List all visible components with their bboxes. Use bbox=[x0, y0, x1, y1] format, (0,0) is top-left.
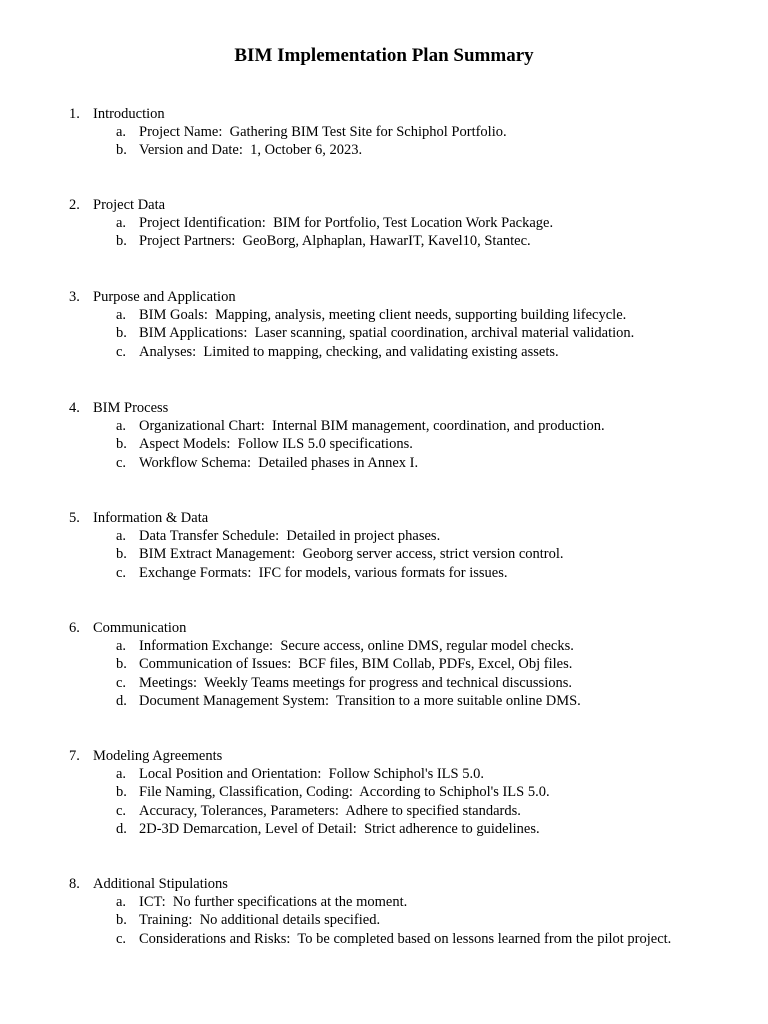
section-title: Information & Data bbox=[93, 510, 209, 526]
section-number: 7. bbox=[69, 748, 80, 764]
item-letter: b. bbox=[116, 912, 127, 929]
item-letter: c. bbox=[116, 343, 127, 360]
item-letter: a. bbox=[116, 307, 127, 323]
item-letter: b. bbox=[116, 784, 127, 801]
item-letter: a. bbox=[116, 528, 127, 544]
item-letter: b. bbox=[116, 436, 127, 453]
item-letter: b. bbox=[116, 546, 127, 563]
item-letter: a. bbox=[116, 215, 127, 231]
list-item bbox=[0, 214, 768, 232]
item-text: Communication of Issues: BCF files, BIM Collab, PDFs, Excel, Obj files. bbox=[139, 656, 573, 673]
item-text: Organizational Chart: Internal BIM management, coordination, and production. bbox=[139, 418, 605, 434]
item-letter: a. bbox=[116, 894, 127, 910]
section-introduction bbox=[0, 105, 768, 160]
item-letter: b. bbox=[116, 325, 127, 342]
section-project-data bbox=[0, 196, 768, 251]
section-heading bbox=[0, 105, 768, 123]
section-heading bbox=[0, 196, 768, 214]
section-heading bbox=[0, 875, 768, 893]
section-information-and-data bbox=[0, 509, 768, 582]
section-title: Additional Stipulations bbox=[93, 876, 228, 892]
item-letter: a. bbox=[116, 124, 127, 140]
item-letter: b. bbox=[116, 233, 127, 250]
item-text: Meetings: Weekly Teams meetings for progress and technical discussions. bbox=[139, 674, 572, 691]
item-text: Workflow Schema: Detailed phases in Annex I. bbox=[139, 454, 419, 471]
list-item bbox=[0, 930, 768, 948]
list-item bbox=[0, 893, 768, 911]
item-text: Analyses: Limited to mapping, checking, and validating existing assets. bbox=[139, 343, 559, 360]
section-heading bbox=[0, 509, 768, 527]
list-item bbox=[0, 123, 768, 141]
section-communication bbox=[0, 619, 768, 710]
item-text: Local Position and Orientation: Follow Schiphol's ILS 5.0. bbox=[139, 766, 484, 782]
list-item bbox=[0, 674, 768, 692]
section-additional-stipulations bbox=[0, 875, 768, 948]
section-heading bbox=[0, 619, 768, 637]
list-item bbox=[0, 232, 768, 250]
item-letter: c. bbox=[116, 930, 127, 947]
item-letter: b. bbox=[116, 142, 127, 159]
item-text: 2D-3D Demarcation, Level of Detail: Strict adherence to guidelines. bbox=[139, 820, 540, 837]
section-title: Project Data bbox=[93, 197, 166, 213]
section-title: BIM Process bbox=[93, 400, 169, 416]
list-item bbox=[0, 417, 768, 435]
section-number: 2. bbox=[69, 197, 80, 213]
list-item bbox=[0, 820, 768, 838]
list-item bbox=[0, 141, 768, 159]
list-item bbox=[0, 783, 768, 801]
list-item bbox=[0, 765, 768, 783]
item-text: ICT: No further specifications at the moment. bbox=[139, 894, 408, 910]
item-text: Exchange Formats: IFC for models, various formats for issues. bbox=[139, 564, 508, 581]
section-title: Purpose and Application bbox=[93, 289, 236, 305]
section-title: Modeling Agreements bbox=[93, 748, 223, 764]
section-modeling-agreements bbox=[0, 747, 768, 838]
section-heading bbox=[0, 288, 768, 306]
item-text: BIM Applications: Laser scanning, spatial coordination, archival material validation. bbox=[139, 325, 635, 342]
list-item bbox=[0, 343, 768, 361]
section-number: 1. bbox=[69, 106, 80, 122]
list-item bbox=[0, 655, 768, 673]
item-text: File Naming, Classification, Coding: According to Schiphol's ILS 5.0. bbox=[139, 784, 550, 801]
item-text: Accuracy, Tolerances, Parameters: Adhere to specified standards. bbox=[139, 802, 521, 819]
item-text: Project Name: Gathering BIM Test Site for Schiphol Portfolio. bbox=[139, 124, 507, 140]
section-number: 3. bbox=[69, 289, 80, 305]
item-text: Document Management System: Transition to a more suitable online DMS. bbox=[139, 692, 581, 709]
item-text: Aspect Models: Follow ILS 5.0 specifications. bbox=[139, 436, 413, 453]
list-item bbox=[0, 637, 768, 655]
item-text: BIM Extract Management: Geoborg server access, strict version control. bbox=[139, 546, 564, 563]
list-item bbox=[0, 527, 768, 545]
list-item bbox=[0, 545, 768, 563]
section-number: 6. bbox=[69, 620, 80, 636]
list-item bbox=[0, 802, 768, 820]
item-text: BIM Goals: Mapping, analysis, meeting client needs, supporting building lifecycle. bbox=[139, 307, 627, 323]
section-number: 5. bbox=[69, 510, 80, 526]
item-text: Data Transfer Schedule: Detailed in project phases. bbox=[139, 528, 441, 544]
item-letter: a. bbox=[116, 418, 127, 434]
section-title: Introduction bbox=[93, 106, 165, 122]
item-text: Information Exchange: Secure access, online DMS, regular model checks. bbox=[139, 638, 574, 654]
list-item bbox=[0, 911, 768, 929]
item-letter: d. bbox=[116, 692, 127, 709]
item-letter: c. bbox=[116, 674, 127, 691]
section-purpose-and-application bbox=[0, 288, 768, 361]
section-number: 4. bbox=[69, 400, 80, 416]
item-letter: c. bbox=[116, 802, 127, 819]
item-letter: c. bbox=[116, 564, 127, 581]
section-bim-process bbox=[0, 399, 768, 472]
document-title: BIM Implementation Plan Summary bbox=[234, 45, 534, 66]
section-title: Communication bbox=[93, 620, 187, 636]
item-text: Project Identification: BIM for Portfolio, Test Location Work Package. bbox=[139, 215, 554, 231]
item-letter: c. bbox=[116, 454, 127, 471]
item-text: Training: No additional details specified. bbox=[139, 912, 381, 929]
section-heading bbox=[0, 399, 768, 417]
list-item bbox=[0, 454, 768, 472]
list-item bbox=[0, 692, 768, 710]
section-heading bbox=[0, 747, 768, 765]
item-letter: b. bbox=[116, 656, 127, 673]
item-letter: d. bbox=[116, 820, 127, 837]
item-text: Project Partners: GeoBorg, Alphaplan, HawarIT, Kavel10, Stantec. bbox=[139, 233, 531, 250]
item-letter: a. bbox=[116, 638, 127, 654]
list-item bbox=[0, 435, 768, 453]
list-item bbox=[0, 564, 768, 582]
item-text: Considerations and Risks: To be completed based on lessons learned from the pilot project. bbox=[139, 930, 672, 947]
item-letter: a. bbox=[116, 766, 127, 782]
section-number: 8. bbox=[69, 876, 80, 892]
list-item bbox=[0, 306, 768, 324]
list-item bbox=[0, 324, 768, 342]
item-text: Version and Date: 1, October 6, 2023. bbox=[139, 142, 363, 159]
